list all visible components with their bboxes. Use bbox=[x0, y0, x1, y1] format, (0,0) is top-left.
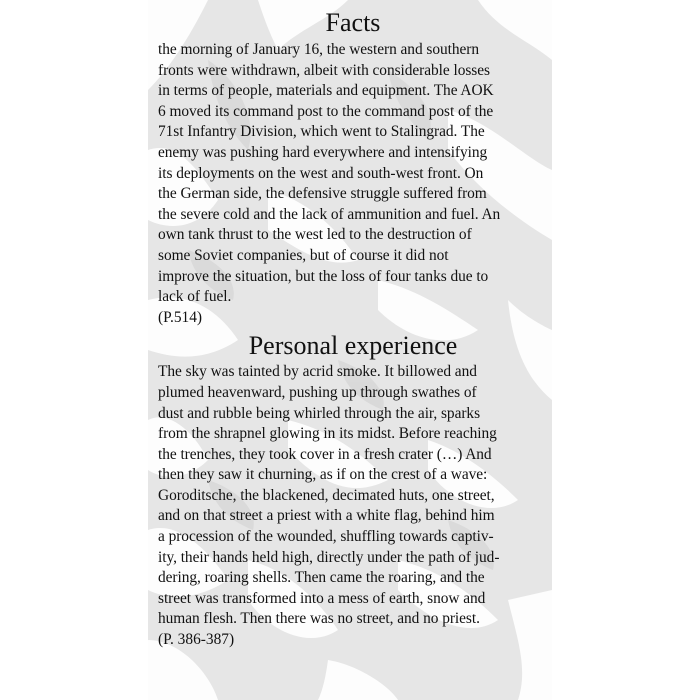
facts-text: the morning of January 16, the western and southern fronts were withdrawn, albeit with considerable losses in terms of people, materials and equipment. The AOK 6 moved its command post to the command post of the 71st Infantry Division, which went to Stalingrad. The enemy was pushing hard everywhere and intensifying its deployments on the west and south-west front. On the German side, the defensive struggle suffered from the severe cold and the lack of ammunition and fuel. An own tank thrust to the west led to the destruction of some Soviet companies, but of course it did not improve the situation, but the loss of four tanks due to lack of fuel. bbox=[158, 41, 501, 306]
text-panel bbox=[148, 0, 552, 700]
content bbox=[158, 8, 548, 651]
personal-experience-reference: (P. 386-387) bbox=[158, 631, 235, 649]
personal-experience-heading: Personal experience bbox=[248, 331, 458, 361]
facts-reference: (P.514) bbox=[158, 308, 203, 326]
personal-experience-text: The sky was tainted by acrid smoke. It billowed and plumed heavenward, pushing up through swathes of dust and rubble being whirled through the air, sparks from the shrapnel glowing in its midst. Before reaching the trenches, they took cover in a fresh crater (…) And then they saw it churning, as if on the crest of a wave: Goroditsche, the blackened, decimated huts, one street, and on that street a priest with a white flag, behind him a procession of the wounded, shuffling towards captiv- ity, their hands held high, directly under the path of jud- dering, roaring shells. Then came the roaring, and the street was transformed into a mess of earth, snow and human flesh. Then there was no street, and no priest. bbox=[158, 363, 500, 628]
facts-heading: Facts bbox=[325, 8, 381, 37]
